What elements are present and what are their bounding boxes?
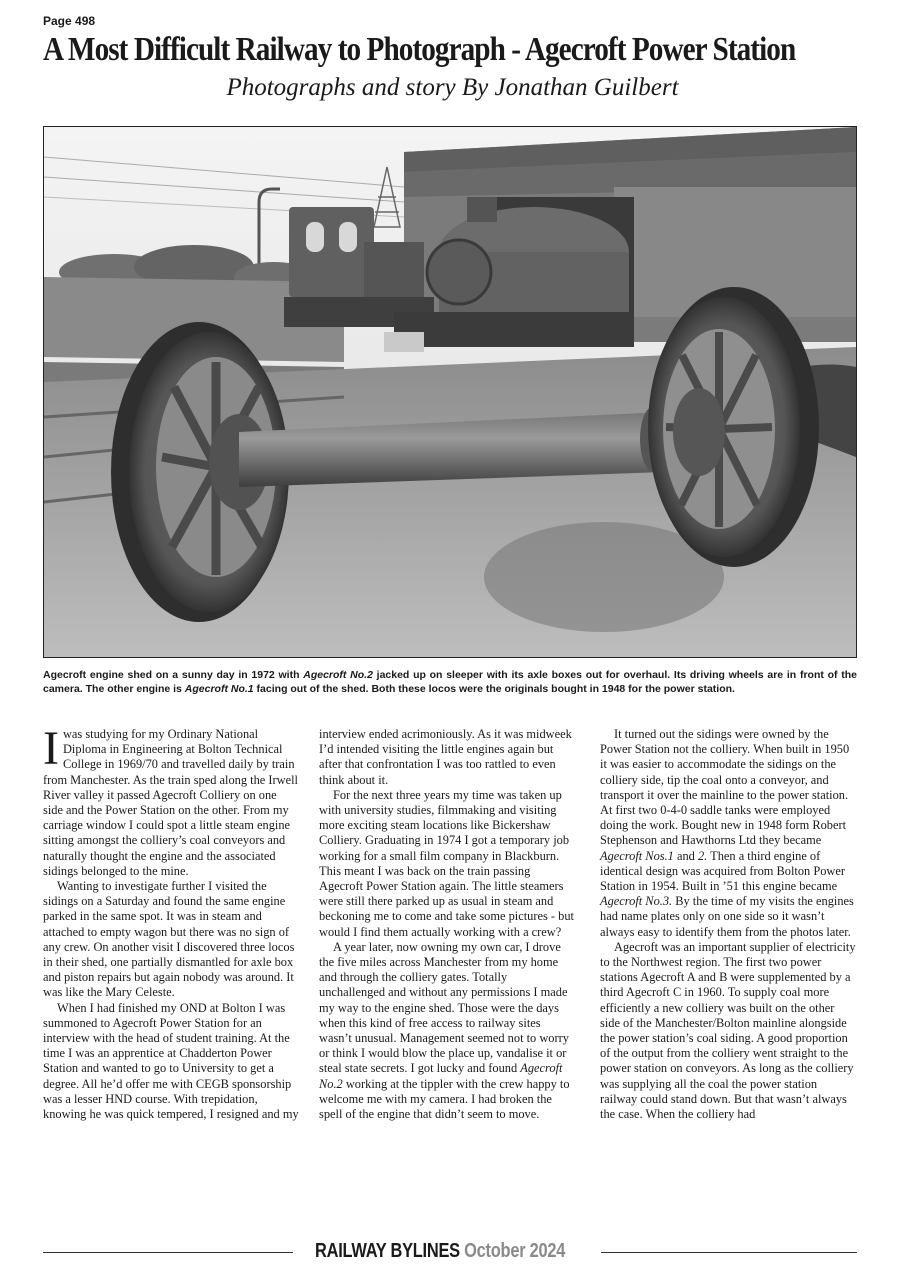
- article-byline: Photographs and story By Jonathan Guilbert: [226, 74, 679, 101]
- issue-date: October 2024: [464, 1240, 566, 1262]
- footer-rule-left: [43, 1252, 293, 1253]
- paragraph: For the next three years my time was taken up with university studies, filmmaking and visiting more exciting steam locations like Bickershaw Colliery. Graduating in 1974 I got a temporary job working for a small film company in Blackburn. This meant I was back on the train passing Agecroft Power Station again. The little steamers were still there parked up as usual in steam and beckoning me to come and take some pictures - but would I find them actually working with a crew?: [319, 787, 574, 939]
- photo-caption: Agecroft engine shed on a sunny day in 1972 with Agecroft No.2 jacked up on sleeper with its axle boxes out for overhaul. Its driving wheels are in front of the camera. The other engine is Agecroft No.1 facing out of the shed. Both these locos were the originals bought in 1948 for the power station.: [43, 669, 857, 695]
- article-headline: A Most Difficult Railway to Photograph - Agecroft Power Station: [43, 31, 796, 68]
- article-column-1: [43, 722, 299, 1122]
- magazine-title: RAILWAY BYLINES: [315, 1240, 460, 1262]
- magazine-masthead: [315, 1240, 565, 1263]
- paragraph: Wanting to investigate further I visited the sidings on a Saturday and found the same engine parked in the same spot. It was in steam and attached to empty wagon but there was no sign of any crew. On another visit I discovered three locos in their shed, one partially dismantled for axle box and piston repairs but again nobody was around. It was like the Mary Celeste.: [43, 879, 295, 1000]
- paragraph: Agecroft was an important supplier of electricity to the Northwest region. The first two power stations Agecroft A and B were supplemented by a third Agecroft C in 1960. To supply coal more efficiently a new colliery was built on the other side of the Manchester/Bolton mainline alongside the power station’s coal siding. A good proportion of the output from the colliery went straight to the power station on conveyors. As long as the colliery was supplying all the coal the power station railway could stand down. But that wasn’t always the case. When the colliery had: [600, 939, 856, 1122]
- paragraph: A year later, now owning my own car, I drove the five miles across Manchester from my home and through the colliery gates. Totally unchallenged and without any permissions I made my way to the engine shed. Those were the days when this kind of free access to railway sites wasn’t unusual. Management seemed not to worry or think I would blow the place up, vandalise it or steal state secrets. I got lucky and found Agecroft No.2 working at the tippler with the crew happy to welcome me with my camera. I had broken the spell of the engine that didn’t seem to move.: [319, 939, 570, 1122]
- article-column-3: [600, 727, 856, 1122]
- drop-cap: I: [43, 722, 59, 775]
- paragraph: It turned out the sidings were owned by the Power Station not the colliery. When built in 1950 it was easier to accommodate the sidings on the colliery side, tip the coal onto a conveyor, and transport it over the mainline to the power station. At first two 0-4-0 saddle tanks were employed doing the work. Bought new in 1948 form Robert Stephenson and Hawthorns Ltd they became Agecroft Nos.1 and 2. Then a third engine of identical design was acquired from Bolton Power Station in 1954. Built in ’51 this engine became Agecroft No.3. By the time of my visits the engines had name plates only on one side so it wasn’t always easy to identify them from the photos later.: [600, 727, 854, 939]
- article-photo: [43, 126, 857, 658]
- page-footer: [43, 1240, 857, 1264]
- paragraph: interview ended acrimoniously. As it was midweek I’d intended visiting the little engines again but after that confrontation I was too rattled to even think about it.: [319, 727, 572, 787]
- paragraph: I was studying for my Ordinary National Diploma in Engineering at Bolton Technical College in 1969/70 and travelled daily by train from Manchester. As the train sped along the Irwell River valley it passed Agecroft Colliery on one side and the Power Station on the other. From my carriage window I could spot a little steam engine sitting amongst the colliery’s coal conveyors and naturally thought the engine and the associated sidings belonged to the mine.: [43, 722, 298, 878]
- photo-of-locomotive-wheelset-icon: [44, 127, 856, 657]
- article-column-2: [319, 727, 575, 1122]
- paragraph: When I had finished my OND at Bolton I was summoned to Agecroft Power Station for an interview with the head of student training. At the time I was an apprentice at Chadderton Power Station and wanted to go to University to get a degree. All he’d offer me with CEGB sponsorship was a lesser HND course. With trepidation, knowing he was quick tempered, I resigned and my: [43, 1000, 299, 1122]
- page-number: Page 498: [43, 14, 96, 28]
- footer-rule-right: [601, 1252, 857, 1253]
